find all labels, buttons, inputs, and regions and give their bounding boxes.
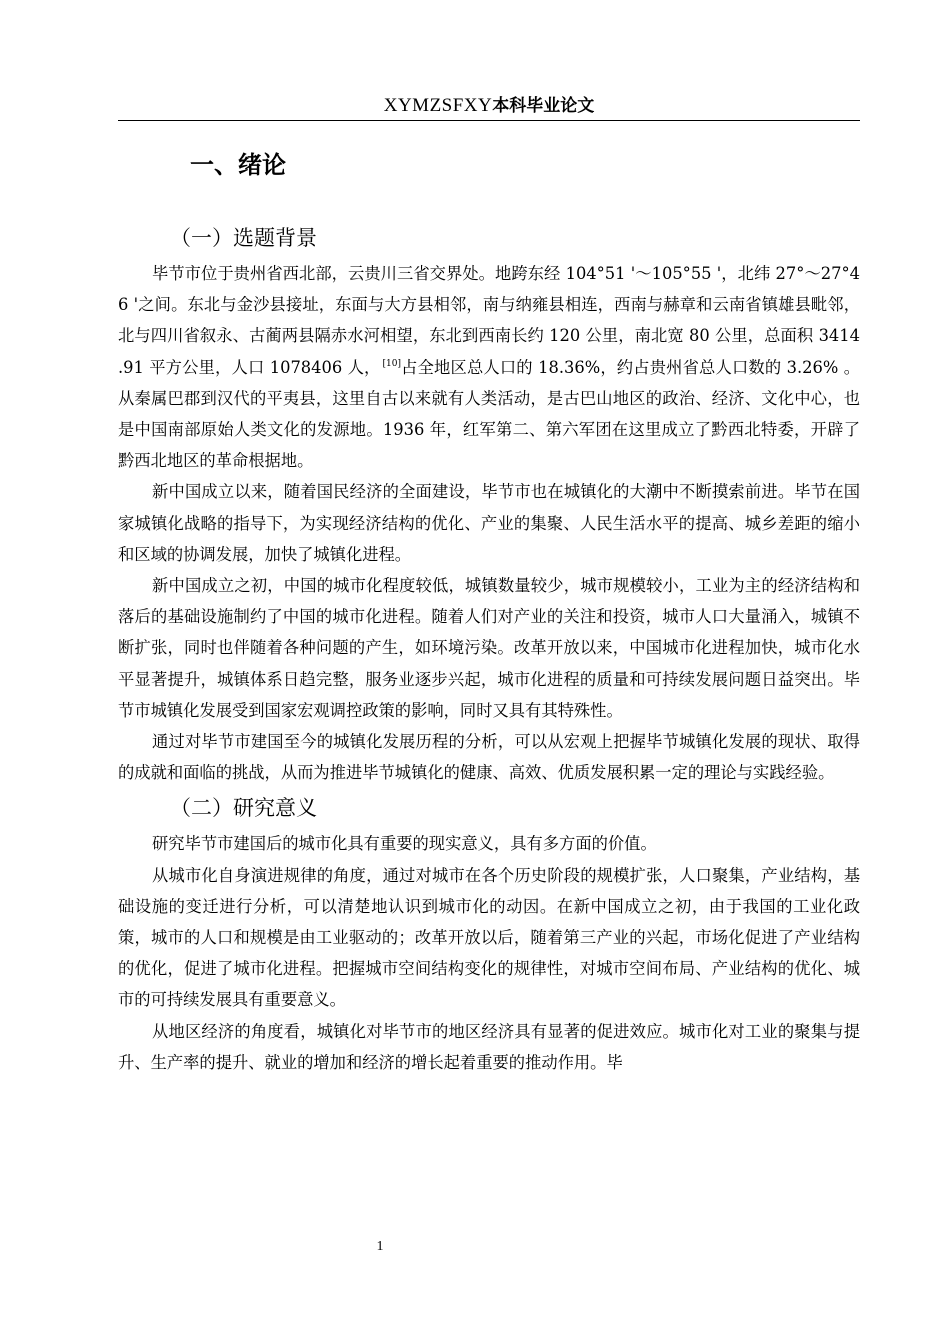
paragraph-regional-economy: 从地区经济的角度看，城镇化对毕节市的地区经济具有显著的促进效应。城市化对工业的聚集与提升、生产率的提升、就业的增加和经济的增长起着重要的推动作用。毕 bbox=[118, 1021, 860, 1072]
header-title: 本科毕业论文 bbox=[492, 96, 595, 116]
paragraph-location bbox=[118, 258, 860, 476]
paragraph-urban-evolution: 从城市化自身演进规律的角度，通过对城市在各个历史阶段的规模扩张，人口聚集，产业结构，基础设施的变迁进行分析，可以清楚地认识到城市化的动因。在新中国成立之初，由于我国的工业化政策，城市的人口和规模是由工业驱动的；改革开放以后，随着第三产业的兴起，市场化促进了产业结构的优化，促进了城市化进程。把握城市空间结构变化的规律性，对城市空间布局、产业结构的优化、城市的可持续发展具有重要意义。 bbox=[118, 865, 860, 1010]
section-title-significance: （二）研究意义 bbox=[170, 796, 317, 821]
paragraph-analysis-purpose: 通过对毕节市建国至今的城镇化发展历程的分析，可以从宏观上把握毕节城镇化发展的现状、取得的成就和面临的挑战，从而为推进毕节城镇化的健康、高效、优质发展积累一定的理论与实践经验。 bbox=[118, 732, 860, 783]
paragraph-new-china-development: 新中国成立以来，随着国民经济的全面建设，毕节市也在城镇化的大潮中不断摸索前进。毕节在国家城镇化战略的指导下，为实现经济结构的优化、产业的集聚、人民生活水平的提高、城乡差距的缩小和区域的协调发展，加快了城镇化进程。 bbox=[118, 482, 860, 564]
citation-marker: [10] bbox=[382, 359, 401, 370]
paragraph-significance-intro: 研究毕节市建国后的城市化具有重要的现实意义，具有多方面的价值。 bbox=[152, 834, 657, 854]
header-divider bbox=[118, 120, 860, 121]
chapter-title: 一、绪论 bbox=[190, 151, 286, 179]
header-code: XYMZSFXY bbox=[383, 95, 493, 116]
section-title-background: （一）选题背景 bbox=[170, 226, 317, 250]
paragraph-location-text-a: 毕节市位于贵州省西北部，云贵川三省交界处。地跨东经 104°51 '～105°55 '，北纬 27°～27°46 '之间。东北与金沙县接址，东面与大方县相邻，南与纳雍县相连，西南与赫章和云南省镇雄县毗邻，北与四川省叙永、古蔺两县隔赤水河相望，东北到西南长约 120 公里，南北宽 80 公里，总面积 3414 .91 平方公里，人口 1078406 人， bbox=[118, 264, 860, 377]
page-header bbox=[118, 92, 860, 119]
paragraph-urbanization-history: 新中国成立之初，中国的城市化程度较低，城镇数量较少，城市规模较小，工业为主的经济结构和落后的基础设施制约了中国的城市化进程。随着人们对产业的关注和投资，城市人口大量涌入，城镇不断扩张，同时也伴随着各种问题的产生，如环境污染。改革开放以来，中国城市化进程加快，城市化水平显著提升，城镇体系日趋完整，服务业逐步兴起，城市化进程的质量和可持续发展问题日益突出。毕节市城镇化发展受到国家宏观调控政策的影响，同时又具有其特殊性。 bbox=[118, 576, 860, 720]
page-body bbox=[118, 142, 860, 1078]
page-number: 1 bbox=[376, 1239, 384, 1254]
paragraph-location-text-b: 占全地区总人口的 18.36%，约占贵州省总人口数的 3.26% 。从秦属巴郡到汉代的平夷县，这里自古以来就有人类活动，是古巴山地区的政治、经济、文化中心，也是中国南部原始人类文化的发源地。1936 年，红军第二、第六军团在这里成立了黔西北特委，开辟了黔西北地区的革命根据地。 bbox=[118, 357, 860, 471]
